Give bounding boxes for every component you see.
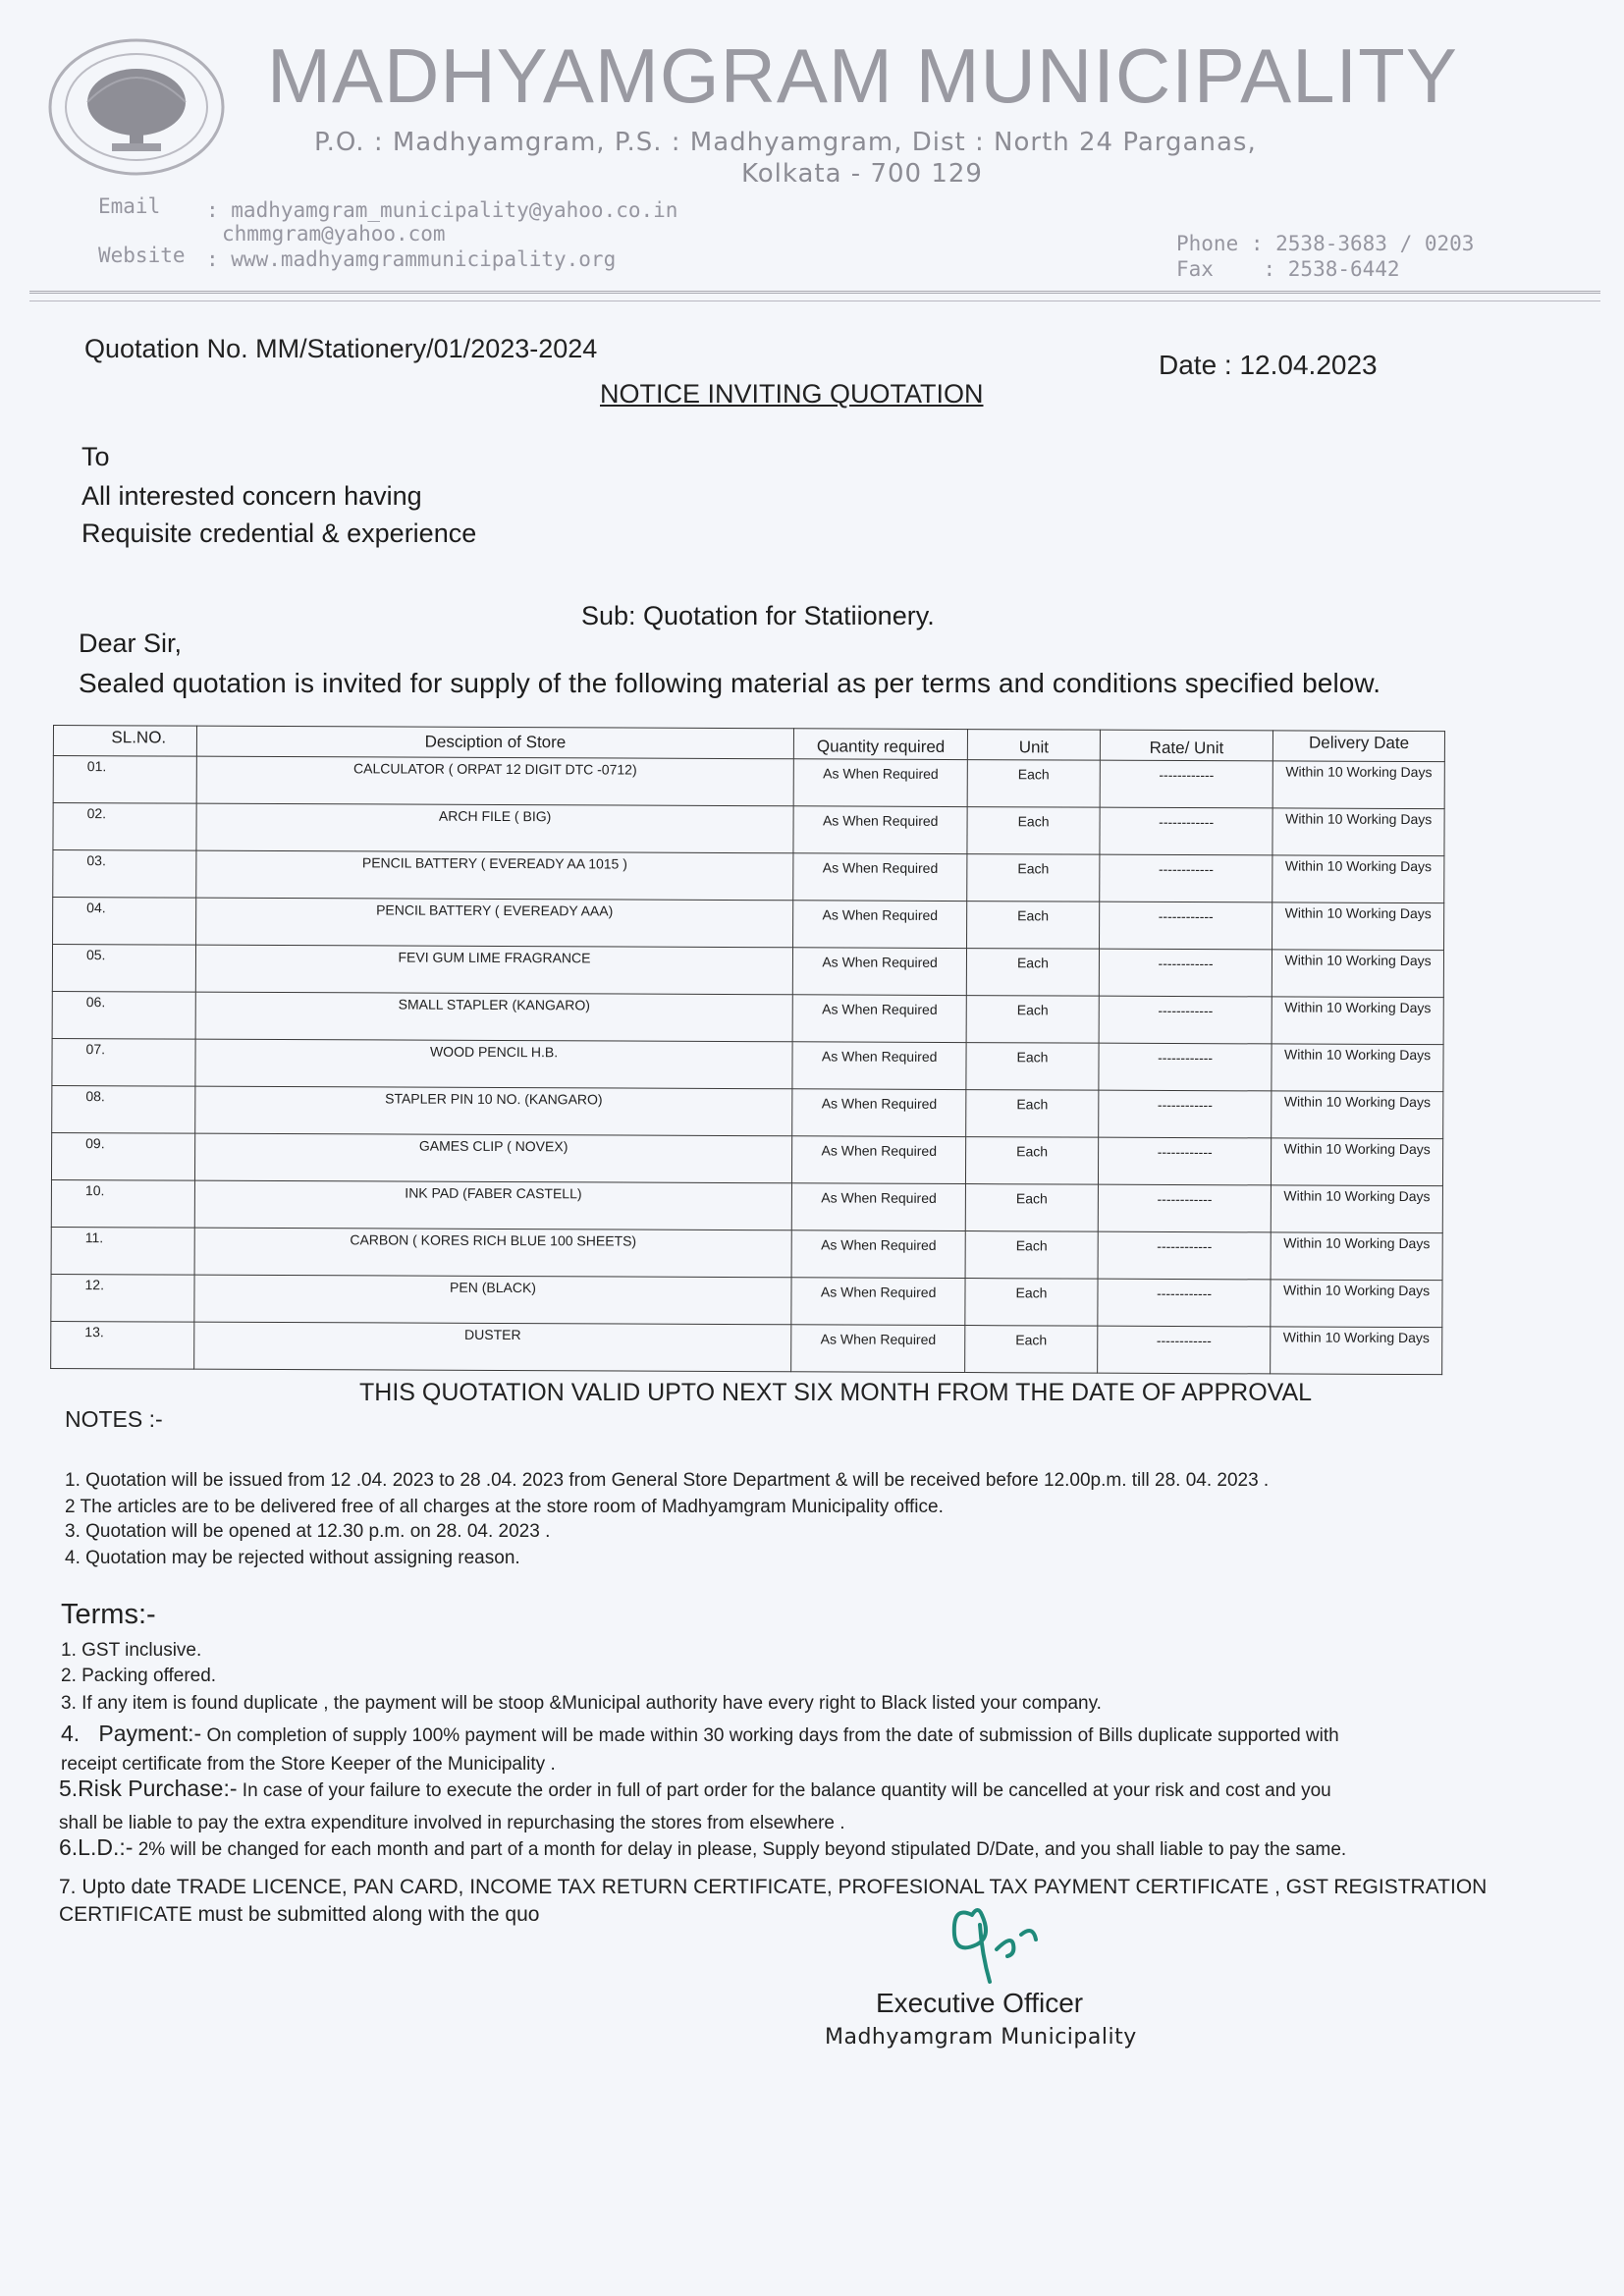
term-label: 6.L.D.:- [59, 1834, 134, 1860]
column-header: SL.NO. [53, 726, 196, 757]
notice-date: Date : 12.04.2023 [1159, 350, 1378, 380]
table-cell-sl: 03. [53, 850, 196, 899]
term-item-ld [59, 1834, 1346, 1861]
email-secondary: chmmgram@yahoo.com [222, 222, 446, 246]
table-cell-qty: As When Required [791, 1230, 965, 1279]
address-line-1: P.O. : Madhyamgram, P.S. : Madhyamgram, Dist : North 24 Parganas, [314, 128, 1257, 157]
table-row [53, 756, 1444, 809]
term-item: 2. Packing offered. [61, 1666, 217, 1686]
email-primary: : madhyamgram_municipality@yahoo.co.in [206, 198, 678, 222]
note-item: 2 The articles are to be delivered free of all charges at the store room of Madhyamgram Municipality office. [65, 1497, 944, 1517]
table-row [52, 945, 1443, 998]
column-header: Unit [967, 730, 1100, 761]
table-cell-desc: PEN (BLACK) [194, 1275, 792, 1325]
table-cell-qty: As When Required [791, 1278, 965, 1326]
table-cell-delivery: Within 10 Working Days [1272, 1044, 1443, 1092]
subject-line: Sub: Quotation for Statiionery. [581, 601, 935, 630]
table-cell-qty: As When Required [792, 1042, 966, 1090]
table-cell-qty: As When Required [793, 759, 967, 807]
table-cell-rate: ------------ [1099, 996, 1272, 1044]
table-cell-delivery: Within 10 Working Days [1272, 950, 1444, 998]
term-label: 5.Risk Purchase:- [59, 1776, 238, 1801]
table-cell-sl: 05. [52, 945, 195, 993]
column-header: Delivery Date [1273, 731, 1445, 762]
table-cell-delivery: Within 10 Working Days [1272, 761, 1444, 809]
intro-paragraph: Sealed quotation is invited for supply of the following material as per terms and conditions specified below. [79, 668, 1381, 698]
table-cell-qty: As When Required [793, 853, 967, 902]
table-cell-qty: As When Required [793, 948, 967, 996]
note-item: 3. Quotation will be opened at 12.30 p.m. on 28. 04. 2023 . [65, 1521, 551, 1542]
table-cell-qty: As When Required [792, 1089, 966, 1137]
table-cell-delivery: Within 10 Working Days [1272, 1138, 1443, 1186]
table-cell-qty: As When Required [792, 1183, 966, 1231]
table-cell-delivery: Within 10 Working Days [1272, 1091, 1443, 1139]
table-cell-desc: PENCIL BATTERY ( EVEREADY AA 1015 ) [195, 850, 793, 901]
term-text: In case of your failure to execute the order in full of part order for the balance quantity will be cancelled at your risk and cost and you [237, 1780, 1331, 1801]
table-cell-desc: CARBON ( KORES RICH BLUE 100 SHEETS) [194, 1228, 792, 1278]
term-continuation: CERTIFICATE must be submitted along with the quo [59, 1903, 540, 1926]
table-cell-rate: ------------ [1099, 1043, 1272, 1091]
terms-heading: Terms:- [61, 1599, 156, 1630]
term-item: 1. GST inclusive. [61, 1640, 202, 1661]
addressee-line-1: All interested concern having [81, 481, 422, 511]
table-cell-unit: Each [967, 854, 1100, 902]
table-cell-desc: SMALL STAPLER (KANGARO) [195, 992, 793, 1042]
term-item-payment [61, 1721, 1339, 1747]
table-cell-rate: ------------ [1098, 1184, 1271, 1232]
addressee-line-2: Requisite credential & experience [81, 519, 477, 548]
table-cell-sl: 06. [52, 991, 195, 1039]
table-cell-unit: Each [967, 760, 1100, 808]
table-cell-desc: INK PAD (FABER CASTELL) [194, 1180, 792, 1230]
fax-number: Fax : 2538-6442 [1176, 257, 1400, 281]
table-cell-sl: 11. [51, 1227, 194, 1275]
table-cell-unit: Each [965, 1279, 1098, 1327]
municipality-name: MADHYAMGRAM MUNICIPALITY [267, 32, 1458, 119]
term-item-documents: 7. Upto date TRADE LICENCE, PAN CARD, INCOME TAX RETURN CERTIFICATE, PROFESIONAL TAX PAYMENT CERTIFICATE , GST REGISTRATION [59, 1876, 1488, 1898]
table-cell-sl: 13. [51, 1321, 194, 1369]
note-item: 1. Quotation will be issued from 12 .04. 2023 to 28 .04. 2023 from General Store Department & will be received before 12.00p.m. till 28. 04. 2023 . [65, 1470, 1270, 1491]
table-cell-sl: 07. [52, 1038, 195, 1086]
table-cell-desc: WOOD PENCIL H.B. [195, 1039, 793, 1089]
notice-title: NOTICE INVITING QUOTATION [600, 379, 984, 409]
table-cell-delivery: Within 10 Working Days [1272, 808, 1444, 856]
table-row [51, 1321, 1442, 1374]
website-url: : www.madhyamgrammunicipality.org [206, 247, 617, 271]
table-cell-unit: Each [966, 1043, 1099, 1091]
email-label: Email [98, 194, 161, 218]
table-cell-sl: 02. [53, 803, 196, 851]
table-cell-desc: PENCIL BATTERY ( EVEREADY AAA) [195, 898, 793, 948]
table-cell-qty: As When Required [791, 1325, 965, 1373]
table-cell-qty: As When Required [792, 1136, 966, 1184]
table-cell-unit: Each [966, 949, 1099, 997]
table-cell-rate: ------------ [1100, 807, 1272, 855]
table-cell-rate: ------------ [1099, 949, 1272, 997]
table-cell-delivery: Within 10 Working Days [1271, 1232, 1442, 1281]
table-row [51, 1132, 1442, 1185]
term-text: On completion of supply 100% payment will be made within 30 working days from the date of submission of Bills duplicate supported with [201, 1725, 1339, 1746]
table-cell-sl: 09. [51, 1132, 194, 1180]
table-cell-rate: ------------ [1099, 902, 1272, 950]
salutation: Dear Sir, [79, 629, 183, 658]
table-cell-unit: Each [965, 1184, 1098, 1232]
table-cell-delivery: Within 10 Working Days [1271, 1280, 1442, 1328]
quotation-number: Quotation No. MM/Stationery/01/2023-2024 [84, 334, 598, 363]
table-cell-rate: ------------ [1099, 1090, 1272, 1138]
term-continuation: receipt certificate from the Store Keeper of the Municipality . [61, 1754, 556, 1775]
table-row [52, 1038, 1443, 1091]
term-item: 3. If any item is found duplicate , the payment will be stoop &Municipal authority have every right to Black listed your company. [61, 1693, 1102, 1714]
table-row [51, 1227, 1442, 1280]
signatory-title: Executive Officer [876, 1988, 1084, 2018]
table-cell-delivery: Within 10 Working Days [1271, 1327, 1442, 1375]
table-cell-delivery: Within 10 Working Days [1271, 1185, 1442, 1233]
handwritten-signature [943, 1895, 1051, 1984]
validity-statement: THIS QUOTATION VALID UPTO NEXT SIX MONTH FROM THE DATE OF APPROVAL [359, 1379, 1313, 1406]
addressee-to: To [81, 442, 110, 471]
table-row [52, 991, 1443, 1044]
table-cell-rate: ------------ [1098, 1137, 1271, 1185]
table-cell-unit: Each [966, 1090, 1099, 1138]
term-text: 2% will be changed for each month and part of a month for delay in please, Supply beyond stipulated D/Date, and you shall liable to pay the same. [133, 1839, 1347, 1860]
table-cell-rate: ------------ [1098, 1231, 1271, 1280]
column-header: Desciption of Store [196, 726, 794, 759]
phone-number: Phone : 2538-3683 / 0203 [1176, 232, 1475, 255]
table-cell-sl: 01. [53, 756, 196, 804]
table-row [53, 898, 1444, 951]
table-cell-sl: 12. [51, 1274, 194, 1322]
table-cell-delivery: Within 10 Working Days [1272, 997, 1443, 1045]
column-header: Rate/ Unit [1100, 730, 1272, 761]
letterhead-divider [29, 291, 1600, 294]
table-cell-qty: As When Required [793, 901, 967, 949]
municipality-seal-logo [43, 33, 230, 181]
table-row [52, 1085, 1443, 1138]
table-cell-qty: As When Required [793, 806, 967, 854]
table-row [53, 850, 1444, 903]
column-header: Quantity required [794, 729, 968, 760]
table-cell-desc: ARCH FILE ( BIG) [196, 803, 794, 853]
table-cell-sl: 10. [51, 1179, 194, 1228]
note-item: 4. Quotation may be rejected without assigning reason. [65, 1548, 520, 1568]
table-cell-delivery: Within 10 Working Days [1272, 902, 1444, 951]
table-cell-desc: DUSTER [193, 1322, 791, 1372]
address-line-2: Kolkata - 700 129 [741, 159, 983, 189]
term-label: 4. Payment:- [61, 1721, 202, 1746]
table-cell-sl: 04. [53, 898, 196, 946]
table-cell-qty: As When Required [792, 995, 966, 1043]
table-row [51, 1274, 1442, 1327]
table-cell-rate: ------------ [1100, 760, 1272, 808]
table-cell-delivery: Within 10 Working Days [1272, 855, 1444, 903]
term-item-risk-purchase [59, 1776, 1331, 1802]
table-cell-rate: ------------ [1098, 1326, 1271, 1374]
website-label: Website [98, 244, 186, 267]
table-cell-desc: STAPLER PIN 10 NO. (KANGARO) [194, 1086, 792, 1136]
stationery-items-table [50, 725, 1445, 1375]
table-cell-desc: CALCULATOR ( ORPAT 12 DIGIT DTC -0712) [196, 756, 794, 806]
table-cell-sl: 08. [52, 1085, 195, 1133]
table-cell-rate: ------------ [1098, 1279, 1271, 1327]
table-cell-rate: ------------ [1100, 854, 1272, 902]
table-cell-desc: FEVI GUM LIME FRAGRANCE [195, 945, 793, 995]
table-body [51, 756, 1445, 1375]
table-cell-desc: GAMES CLIP ( NOVEX) [194, 1133, 792, 1183]
table-cell-unit: Each [966, 1137, 1099, 1185]
table-row [53, 803, 1444, 856]
term-continuation: shall be liable to pay the extra expenditure involved in repurchasing the stores from elsewhere . [59, 1813, 845, 1833]
table-cell-unit: Each [965, 1326, 1098, 1374]
table-row [51, 1179, 1442, 1232]
notes-heading: NOTES :- [65, 1406, 163, 1432]
table-cell-unit: Each [966, 996, 1099, 1044]
signatory-organization: Madhyamgram Municipality [825, 2025, 1137, 2050]
table-cell-unit: Each [967, 807, 1100, 855]
table-cell-unit: Each [965, 1231, 1098, 1280]
table-cell-unit: Each [967, 902, 1100, 950]
